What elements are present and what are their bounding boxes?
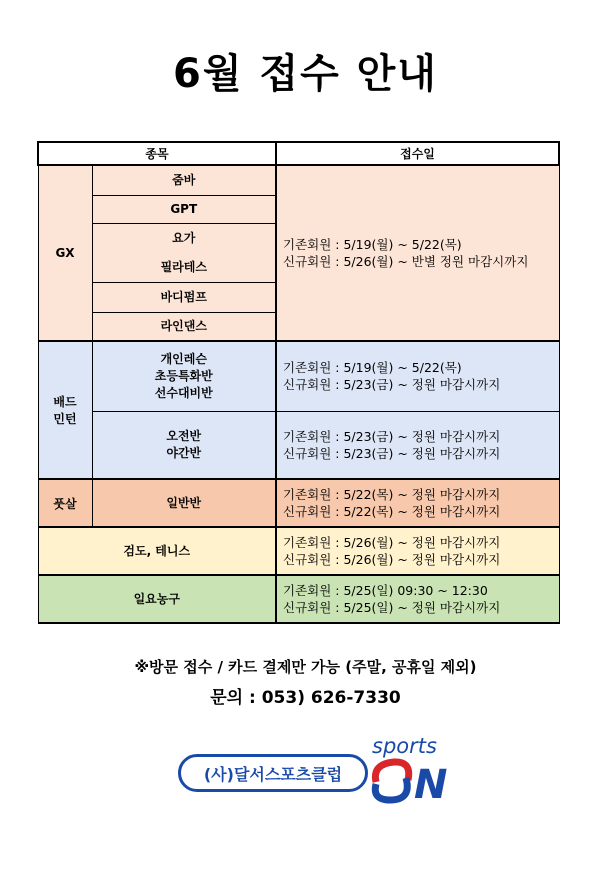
notice-text: ※방문 접수 / 카드 결제만 가능 (주말, 공휴일 제외) [134, 658, 477, 676]
futsal-dates-existing: 기존회원 : 5/22(목) ~ 정원 마감시까지 [283, 487, 501, 502]
badminton-1-dates-existing: 기존회원 : 5/19(월) ~ 5/22(목) [283, 360, 462, 376]
program-linedance: 라인댄스 [92, 312, 276, 341]
gx-dates-new: 신규회원 : 5/26(월) ~ 반별 정원 마감시까지 [283, 254, 529, 269]
club-logo [178, 734, 458, 809]
logo-sports-text: sports [372, 734, 437, 758]
program-bodypump: 바디펌프 [92, 282, 276, 312]
category-gx: GX [38, 165, 92, 341]
table-header-row [38, 142, 559, 165]
badminton-group-1 [92, 341, 276, 411]
futsal-dates-new: 신규회원 : 5/22(목) ~ 정원 마감시까지 [283, 504, 501, 519]
category-kendo-tennis: 검도, 테니스 [38, 527, 276, 575]
page-title: 6월 접수 안내 [173, 51, 438, 97]
kendo-tennis-dates-new: 신규회원 : 5/26(월) ~ 정원 마감시까지 [283, 552, 501, 567]
badminton-1-dates-new: 신규회원 : 5/23(금) ~ 정원 마감시까지 [283, 377, 501, 393]
category-badminton-line1: 배드 [53, 395, 77, 409]
club-name-badge: (사)달서스포츠클럽 [178, 754, 368, 792]
header-dates: 접수일 [276, 142, 559, 165]
kendo-tennis-dates [276, 527, 559, 575]
program-morning: 오전반 [166, 428, 202, 443]
sunday-basketball-dates-existing: 기존회원 : 5/25(일) 09:30 ~ 12:30 [283, 583, 488, 598]
sunday-basketball-dates [276, 575, 559, 623]
program-evening: 야간반 [166, 445, 202, 460]
logo-on-mark [368, 752, 458, 804]
sunday-basketball-dates-new: 신규회원 : 5/25(일) ~ 정원 마감시까지 [283, 600, 501, 615]
program-yoga: 요가 [92, 223, 276, 253]
kendo-tennis-dates-existing: 기존회원 : 5/26(월) ~ 정원 마감시까지 [283, 535, 501, 550]
gx-dates [276, 165, 559, 341]
badminton-2-dates-existing: 기존회원 : 5/23(금) ~ 정원 마감시까지 [283, 428, 501, 444]
program-private-lesson: 개인레슨 [160, 351, 207, 366]
badminton-group-2-dates [276, 411, 559, 479]
table-row [38, 527, 559, 575]
table-row [38, 575, 559, 623]
category-badminton-line2: 민턴 [53, 412, 77, 426]
header-category: 종목 [38, 142, 276, 165]
table-row [38, 411, 559, 479]
table-row [38, 341, 559, 411]
category-sunday-basketball: 일요농구 [38, 575, 276, 623]
on-mark-letter: N [414, 762, 448, 804]
category-futsal: 풋살 [38, 479, 92, 527]
program-pilates: 필라테스 [92, 253, 276, 282]
on-mark-blue-swoosh [375, 778, 407, 800]
gx-dates-existing: 기존회원 : 5/19(월) ~ 5/22(목) [283, 237, 462, 252]
program-athlete-prep: 선수대비반 [154, 385, 213, 400]
program-zumba: 줌바 [92, 165, 276, 195]
program-general: 일반반 [92, 479, 276, 527]
program-elementary: 초등특화반 [154, 368, 213, 383]
badminton-group-2 [92, 411, 276, 479]
futsal-dates [276, 479, 559, 527]
category-badminton [38, 341, 92, 479]
badminton-2-dates-new: 신규회원 : 5/23(금) ~ 정원 마감시까지 [283, 445, 501, 461]
table-row [38, 165, 559, 195]
table-row [38, 479, 559, 527]
badminton-group-1-dates [276, 341, 559, 411]
program-gpt: GPT [92, 195, 276, 223]
schedule-table [37, 141, 560, 624]
contact-text: 문의 : 053) 626-7330 [210, 688, 401, 708]
